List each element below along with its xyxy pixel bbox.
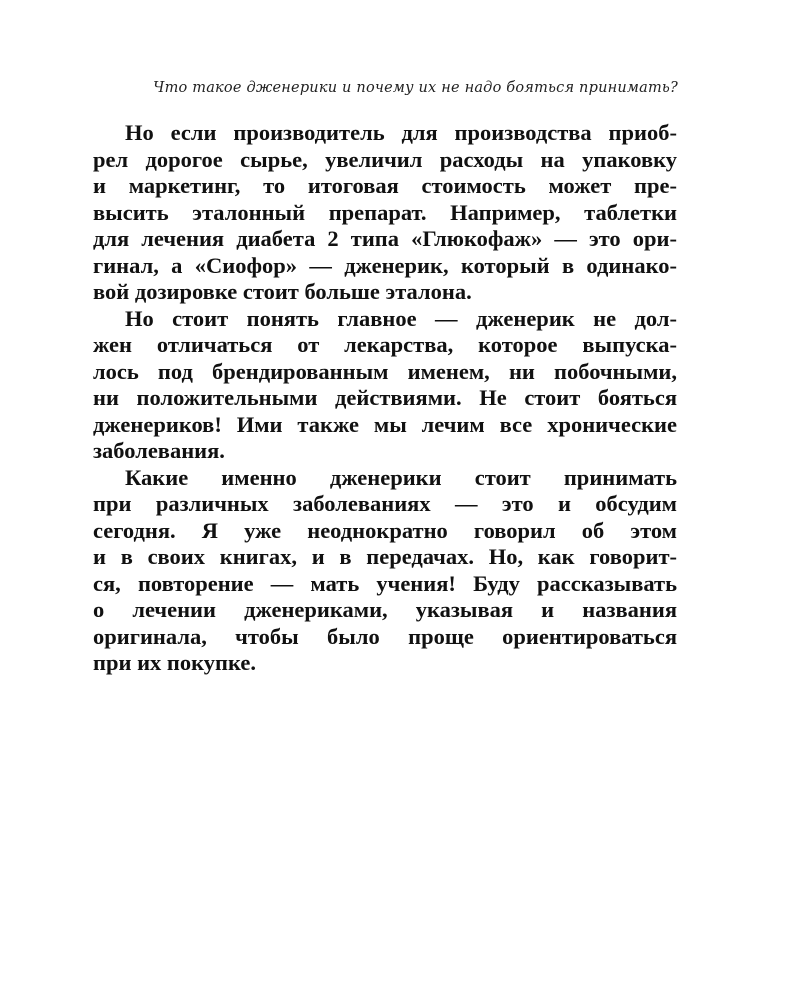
text-line: заболевания. (93, 438, 225, 463)
text-line: вой дозировке стоит больше эталона. (93, 279, 472, 304)
text-line: ся, повторение — мать учения! Буду рассказывать (93, 570, 677, 596)
text-line: Какие именно дженерики стоит принимать (125, 464, 677, 490)
text-line: для лечения диабета 2 типа «Глюкофаж» — это ори- (93, 226, 677, 251)
text-line: при различных заболеваниях — это и обсудим (93, 491, 677, 516)
body-text (93, 120, 677, 677)
text-line: оригинала, чтобы было проще ориентироваться (93, 623, 677, 649)
text-line: жен отличаться от лекарства, которое выпуска- (93, 332, 677, 357)
text-line: лось под брендированным именем, ни побочными, (93, 358, 677, 384)
running-header: Что такое дженерики и почему их не надо бояться принимать? (153, 80, 678, 96)
text-line: Но стоит понять главное — дженерик не дол- (125, 305, 677, 331)
text-line: высить эталонный препарат. Например, таблетки (93, 199, 677, 225)
text-line: дженериков! Ими также мы лечим все хронические (93, 411, 677, 437)
paragraph (93, 306, 677, 465)
text-line: и в своих книгах, и в передачах. Но, как говорит- (93, 544, 677, 569)
text-line: о лечении дженериками, указывая и названия (93, 597, 677, 622)
text-line: сегодня. Я уже неоднократно говорил об этом (93, 517, 677, 543)
text-line: гинал, а «Сиофор» — дженерик, который в одинако- (93, 252, 677, 278)
text-line: рел дорогое сырье, увеличил расходы на упаковку (93, 146, 677, 172)
text-line: при их покупке. (93, 650, 256, 675)
text-line: ни положительными действиями. Не стоит бояться (93, 385, 677, 410)
paragraph (93, 465, 677, 677)
text-line: и маркетинг, то итоговая стоимость может пре- (93, 173, 677, 198)
paragraph (93, 120, 677, 306)
text-line: Но если производитель для производства приоб- (125, 120, 677, 145)
